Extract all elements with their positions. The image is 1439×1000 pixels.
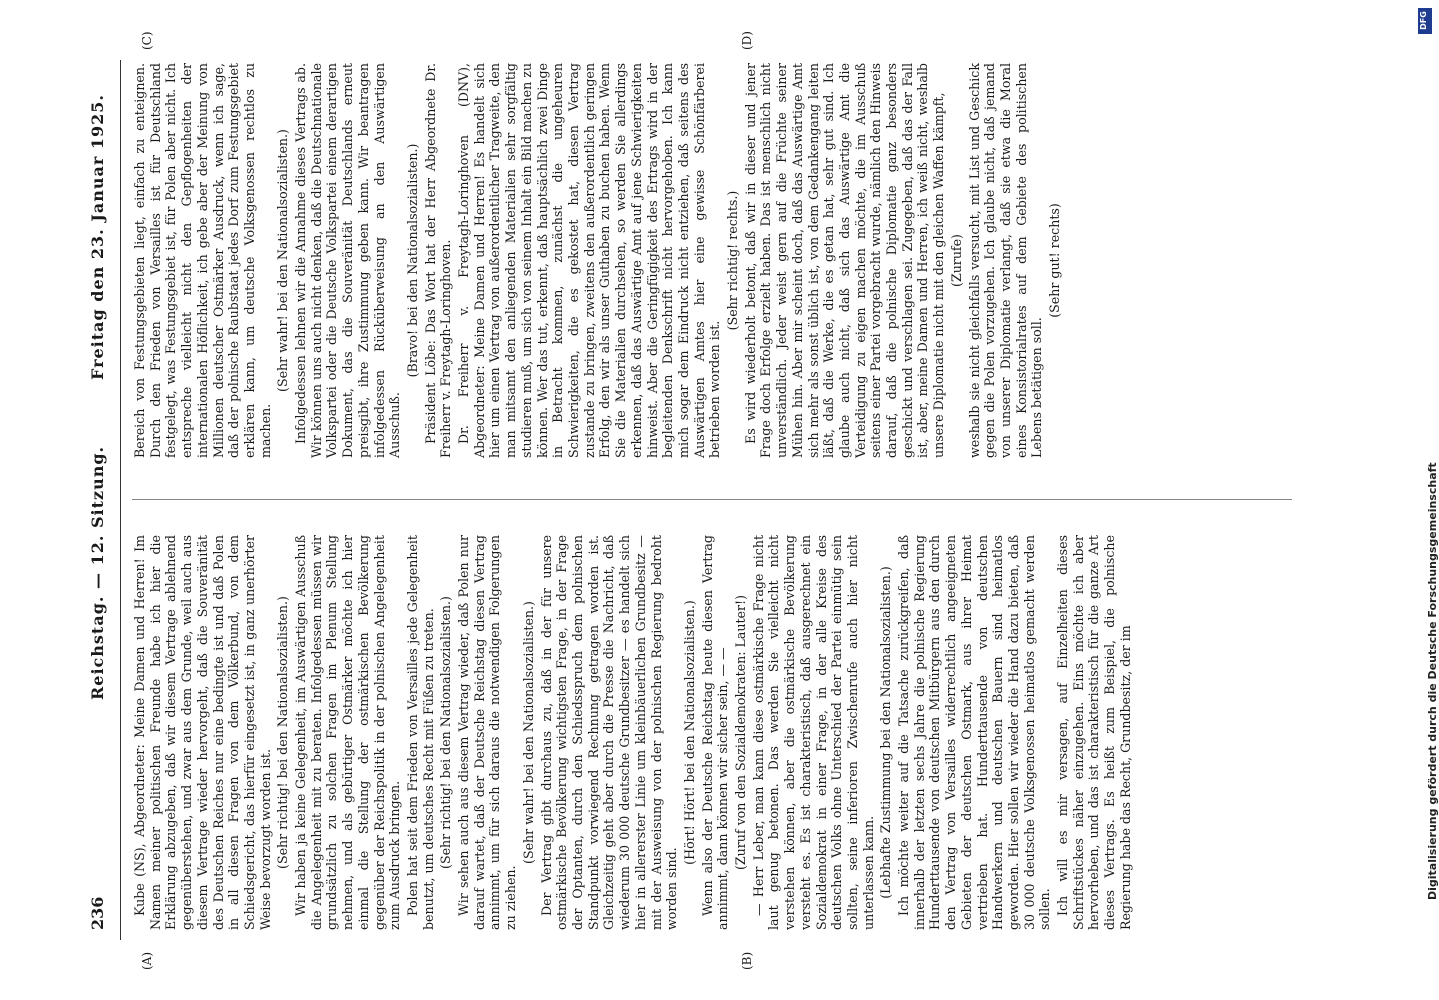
session-title: Reichstag. — 12. Sitzung.: [88, 445, 107, 700]
interjection: (Zurufe): [948, 234, 964, 287]
paragraph: Ich möchte weiter auf die Tatsache zurückgreifen, daß innerhalb der letzten sechs Jahre die polnische Regierung Hunderttausende von deutschen Mitbürgern aus den durch den Vertrag von Versailles widerrechtlich angeeigneten Gebieten der deutschen Ostmark, aus ihrer Heimat vertrieben hat. Hunderttausende von deutschen Handwerkern und deutschen Bauern sind heimatlos geworden. Hier sollen wir wieder die Hand dazu bieten, daß 30 000 deutsche Volksgenossen heimatlos gemacht werden sollen.: [896, 535, 1053, 930]
paragraph: weshalb sie nicht gleichfalls versucht, mit List und Geschick gegen die Polen vorzugehen. Ich glaube nicht, daß jemand von unserer Diplomatie verlangt, daß sie etwa die Moral eines Konsistorialrates auf dem Gebiete des politischen Lebens betätigen soll.: [966, 63, 1045, 458]
paragraph: Der Vertrag gibt durchaus zu, daß in der für unsere ostmärkische Bevölkerung wichtigsten Frage, in der Frage der Optanten, durch den Schiedsspruch dem polnischen Standpunkt vorwiegend Rechnung getragen worden ist. Gleichzeitig geht aber durch die Presse die Nachricht, daß wiederum 30 000 deutsche Grundbesitzer — es handelt sich hier in allererster Linie um kleinbäuerlichen Grundbesitz — mit der Ausweisung von der polnischen Regierung bedroht worden sind.: [538, 535, 680, 930]
interjection: (Bravo! bei den Nationalsozialisten.): [404, 143, 420, 378]
paragraph: Polen hat seit dem Frieden von Versailles jede Gelegenheit benutzt, um deutsches Recht mit Füßen zu treten.: [404, 535, 436, 930]
interjection: (Zuruf von den Sozialdemokraten: Lauter!): [733, 595, 749, 870]
page-number: 236: [88, 896, 107, 930]
interjection: (Hört! Hört! bei den Nationalsozialisten.): [681, 600, 697, 865]
interjection: (Sehr richtig! bei den Nationalsozialisten.): [438, 596, 454, 869]
paragraph: Dr. Freiherr v. Freytagh-Loringhoven (DNV), Abgeordneter: Meine Damen und Herren! Es handelt sich hier um einen Vertrag von außerordentlicher Tragweite, den man mitsamt den anliegenden Materialien sehr sorgfältig studieren muß, um sich von seinem Inhalt ein Bild machen zu können. Wer das tut, erkennt, daß hauptsächlich zwei Dinge in Betracht kommen, zunächst die ungeheuren Schwierigkeiten, die es gekostet hat, diesen Vertrag zustande zu bringen, zweitens den außerordentlich geringen Erfolg, den wir als unser Guthaben zu buchen haben. Wenn Sie die Materialien durchsehen, so werden Sie allerdings erkennen, daß das Auswärtige Amt auf jene Schwierigkeiten hinweist. Aber die Geringfügigkeit des Ertrags wird in der begleitenden Denkschrift nicht hervorgehoben. Ich kann mich sogar dem Eindruck nicht entziehen, daß seitens des Auswärtigen Amtes hier eine gewisse Schönfärberei betrieben worden ist.: [456, 63, 723, 458]
interjection: (Sehr richtig! rechts.): [725, 190, 741, 331]
interjection: (Sehr gut! rechts): [1047, 203, 1063, 318]
paragraph: Infolgedessen lehnen wir die Annahme dieses Vertrags ab. Wir können uns auch nicht denken, daß die Deutschnationale Volkspartei oder die Deutsche Volkspartei einem derartigen Dokument, das die Souveränität Deutschlands erneut preisgibt, ihre Zustimmung geben kann. Wir beantragen infolgedessen Rücküberweisung an den Auswärtigen Ausschuß.: [293, 63, 403, 458]
text-column-right: [132, 63, 1065, 458]
paragraph: — Herr Leber, man kann diese ostmärkische Frage nicht laut genug betonen. Das werden Sie vielleicht nicht verstehen können, aber die ostmärkische Bevölkerung versteht es. Es ist charakteristisch, daß ausgerechnet ein Sozialdemokrat in einer Frage, in der alle Kreise des deutschen Volks ohne Unterschied der Partei einmütig sein sollten, seine inferioren Zwischenrufe auch hier nicht unterlassen kann.: [750, 535, 876, 930]
paragraph: Wenn also der Deutsche Reichstag heute diesen Vertrag annimmt, dann können wir sicher sein, — —: [699, 535, 731, 930]
interjection: (Sehr wahr! bei den Nationalsozialisten.): [520, 601, 536, 864]
page-header: [80, 60, 121, 940]
paragraph: Bereich von Festungsgebieten liegt, einfach zu enteignen. Durch den Frieden von Versailles ist für Deutschland festgelegt, was Festungsgebiet ist, für Polen aber nicht. Ich entspreche vielleicht nicht den Gepflogenheiten der internationalen Höflichkeit, ich gebe aber der Meinung von Millionen deutscher Ostmärker Ausdruck, wenn ich sage, daß der polnische Raubstaat jedes Dorf zum Festungsgebiet erklären kann, um deutsche Volksgenossen rechtlos zu machen.: [132, 63, 273, 458]
paragraph: Kube (NS), Abgeordneter: Meine Damen und Herren! Im Namen meiner politischen Freunde habe ich hier die Erklärung abzugeben, daß wir diesem Vertrage ablehnend gegenüberstehen, und zwar aus dem Grunde, weil auch aus diesem Vertrage wieder hervorgeht, daß die Souveränität des Deutschen Reiches nur eine bedingte ist und daß Polen in all diesen Fragen von dem Völkerbund, von dem Schiedsgericht, das hierfür eingesetzt ist, in ganz unerhörter Weise bevorzugt worden ist.: [132, 535, 273, 930]
paragraph: Wir sehen auch aus diesem Vertrag wieder, daß Polen nur darauf wartet, daß der Deutsche Reichstag diesen Vertrag annimmt, um für sich daraus die notwendigen Folgerungen zu ziehen.: [456, 535, 519, 930]
interjection: (Sehr wahr! bei den Nationalsozialisten.): [275, 129, 291, 392]
dfg-logo: DFG: [1418, 8, 1432, 34]
session-date: Freitag den 23. Januar 1925.: [88, 94, 107, 380]
margin-mark-b: (B): [740, 951, 754, 970]
digitization-note: Digitalisierung gefördert durch die Deutsche Forschungsgemeinschaft: [1426, 462, 1439, 900]
rotated-document-page: [80, 31, 1320, 970]
paragraph: Präsident Löbe: Das Wort hat der Herr Abgeordnete Dr. Freiherr v. Freytagh-Loringhoven.: [422, 63, 454, 458]
column-divider: [132, 499, 1292, 500]
text-column-left: [132, 535, 1136, 930]
margin-mark-d: (D): [740, 31, 754, 50]
paragraph: Wir haben ja keine Gelegenheit, im Auswärtigen Ausschuß die Angelegenheit mit zu beraten. Infolgedessen müssen wir grundsätzlich zu solchen Fragen im Plenum Stellung nehmen, und als gebürtiger Ostmärker möchte ich hier einmal die Stellung der ostmärkischen Bevölkerung gegenüber der Reichspolitik in der polnischen Angelegenheit zum Ausdruck bringen.: [293, 535, 403, 930]
paragraph: Ich will es mir versagen, auf Einzelheiten dieses Schriftstückes näher einzugehen. Eins möchte ich aber hervorheben, und das ist charakteristisch für die ganze Art dieses Vertrags. Es heißt zum Beispiel, die polnische Regierung habe das Recht, Grundbesitz, der im: [1055, 535, 1133, 930]
interjection: (Lebhafte Zustimmung bei den Nationalsozialisten.): [878, 566, 894, 899]
margin-mark-a: (A): [140, 951, 154, 970]
interjection: (Sehr richtig! bei den Nationalsozialisten.): [275, 596, 291, 869]
margin-mark-c: (C): [140, 31, 154, 50]
paragraph: Es wird wiederholt betont, daß wir in dieser und jener Frage doch Erfolge erzielt haben. Das ist menschlich nicht unverständlich. Jeder weist gern auf die Früchte seiner Mühen hin. Aber mir scheint doch, daß das Auswärtige Amt sich mehr als sonst üblich ist, von dem Gedankengang leiten läßt, daß die Werke, die es getan hat, sehr gut sind. Ich glaube auch nicht, daß sich das Auswärtige Amt die Verteidigung zu eigen machen möchte, die im Ausschuß seitens einer Partei vorgebracht wurde, nämlich den Hinweis darauf, daß die polnische Diplomatie ganz besonders geschickt und verschlagen sei. Zugegeben, daß das der Fall ist, aber, meine Damen und Herren, ich weiß nicht, weshalb unsere Diplomatie nicht mit den gleichen Waffen kämpft,: [742, 63, 947, 458]
